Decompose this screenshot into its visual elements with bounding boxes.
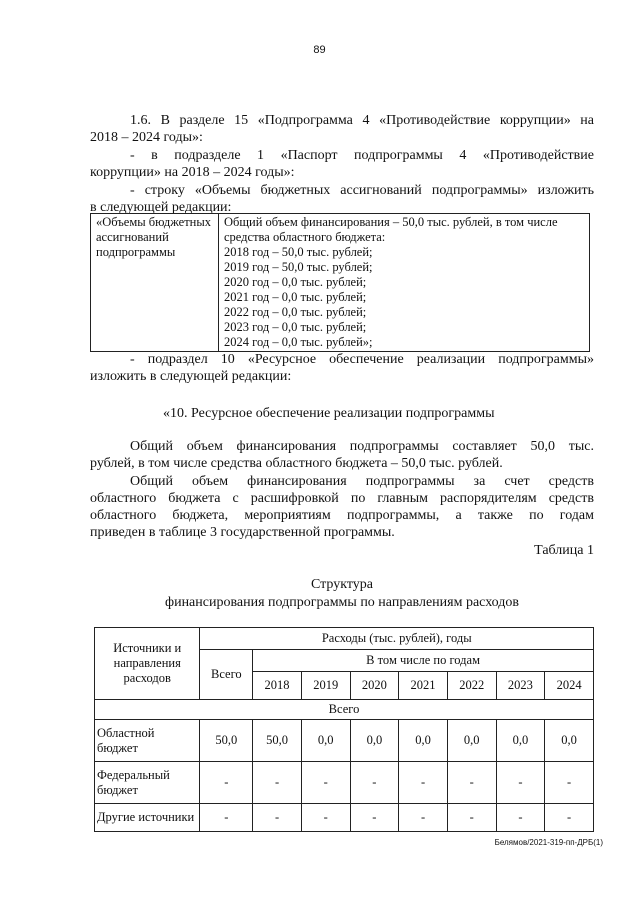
text-line: Общий объем финансирования подпрограммы составляет 50,0 тыс. [130, 439, 594, 454]
cell-value: - [350, 804, 399, 832]
table-row [95, 762, 594, 804]
cell-value: - [545, 762, 594, 804]
text-line: 2018 – 2024 годы»: [90, 130, 203, 145]
page-number: 89 [313, 44, 326, 56]
cell-total: - [200, 804, 253, 832]
header-year: 2023 [496, 672, 545, 700]
text-line: областного бюджета, мероприятиям подпрограммы, а также по годам [90, 508, 594, 523]
cell-value: 50,0 [253, 720, 302, 762]
text-line: коррупции» на 2018 – 2024 годы»: [90, 165, 295, 180]
cell-value: - [301, 804, 350, 832]
row-label: Другие источники [95, 804, 200, 832]
header-sources: Источники и направления расходов [95, 628, 200, 700]
cell-value: - [447, 804, 496, 832]
financing-structure-table [94, 627, 594, 832]
cell-value: - [301, 762, 350, 804]
table-cell-content: Общий объем финансирования – 50,0 тыс. рублей, в том числе средства областного бюджета: 2018 год – 50,0 тыс. рублей; 2019 год – 50,0 тыс. рублей; 2020 год – 0,0 тыс. рублей; 2021 год – 0,0 тыс. рублей; 2022 год – 0,0 тыс. рублей; 2023 год – 0,0 тыс. рублей; 2024 год – 0,0 тыс. рублей»; [219, 214, 590, 352]
table-title: Структура [310, 577, 374, 592]
header-year: 2018 [253, 672, 302, 700]
header-total: Всего [200, 650, 253, 700]
table-row [95, 804, 594, 832]
cell-value: - [253, 762, 302, 804]
header-year: 2020 [350, 672, 399, 700]
text-line: - строку «Объемы бюджетных ассигнований подпрограммы» изложить [130, 183, 594, 198]
text-line: в следующей редакции: [90, 200, 232, 215]
section-heading: «10. Ресурсное обеспечение реализации подпрограммы [163, 406, 495, 421]
cell-value: 0,0 [447, 720, 496, 762]
cell-value: - [399, 804, 448, 832]
cell-value: - [350, 762, 399, 804]
section-row: Всего [95, 700, 594, 720]
cell-value: 0,0 [399, 720, 448, 762]
header-year: 2024 [545, 672, 594, 700]
text-line: - подраздел 10 «Ресурсное обеспечение реализации подпрограммы» [130, 352, 594, 367]
cell-value: - [447, 762, 496, 804]
cell-value: 0,0 [350, 720, 399, 762]
text-line: Общий объем финансирования подпрограммы за счет средств [130, 474, 594, 489]
text-line: рублей, в том числе средства областного бюджета – 50,0 тыс. рублей. [90, 456, 503, 471]
cell-total: - [200, 762, 253, 804]
header-years-group: В том числе по годам [253, 650, 594, 672]
cell-value: 0,0 [496, 720, 545, 762]
table-cell-label: «Объемы бюджетных ассигнований подпрограммы [91, 214, 219, 352]
text-line: областного бюджета с расшифровкой по главным распорядителям средств [90, 491, 594, 506]
table-label: Таблица 1 [534, 543, 594, 558]
cell-total: 50,0 [200, 720, 253, 762]
cell-value: - [399, 762, 448, 804]
text-line: 1.6. В разделе 15 «Подпрограмма 4 «Противодействие коррупции» на [130, 113, 594, 128]
header-year: 2019 [301, 672, 350, 700]
cell-value: 0,0 [545, 720, 594, 762]
cell-value: - [253, 804, 302, 832]
text-line: приведен в таблице 3 государственной программы. [90, 525, 395, 540]
header-year: 2022 [447, 672, 496, 700]
header-expenses: Расходы (тыс. рублей), годы [200, 628, 594, 650]
document-footer: Белямов/2021-319-пп-ДРБ(1) [494, 838, 603, 847]
cell-value: 0,0 [301, 720, 350, 762]
budget-allocation-table [90, 213, 590, 352]
header-year: 2021 [399, 672, 448, 700]
cell-value: - [496, 804, 545, 832]
text-line: - в подразделе 1 «Паспорт подпрограммы 4 «Противодействие [130, 148, 594, 163]
cell-value: - [496, 762, 545, 804]
text-line: изложить в следующей редакции: [90, 369, 292, 384]
row-label: Федеральный бюджет [95, 762, 200, 804]
row-label: Областной бюджет [95, 720, 200, 762]
cell-value: - [545, 804, 594, 832]
table-row [95, 720, 594, 762]
table-subtitle: финансирования подпрограммы по направлениям расходов [165, 595, 519, 610]
